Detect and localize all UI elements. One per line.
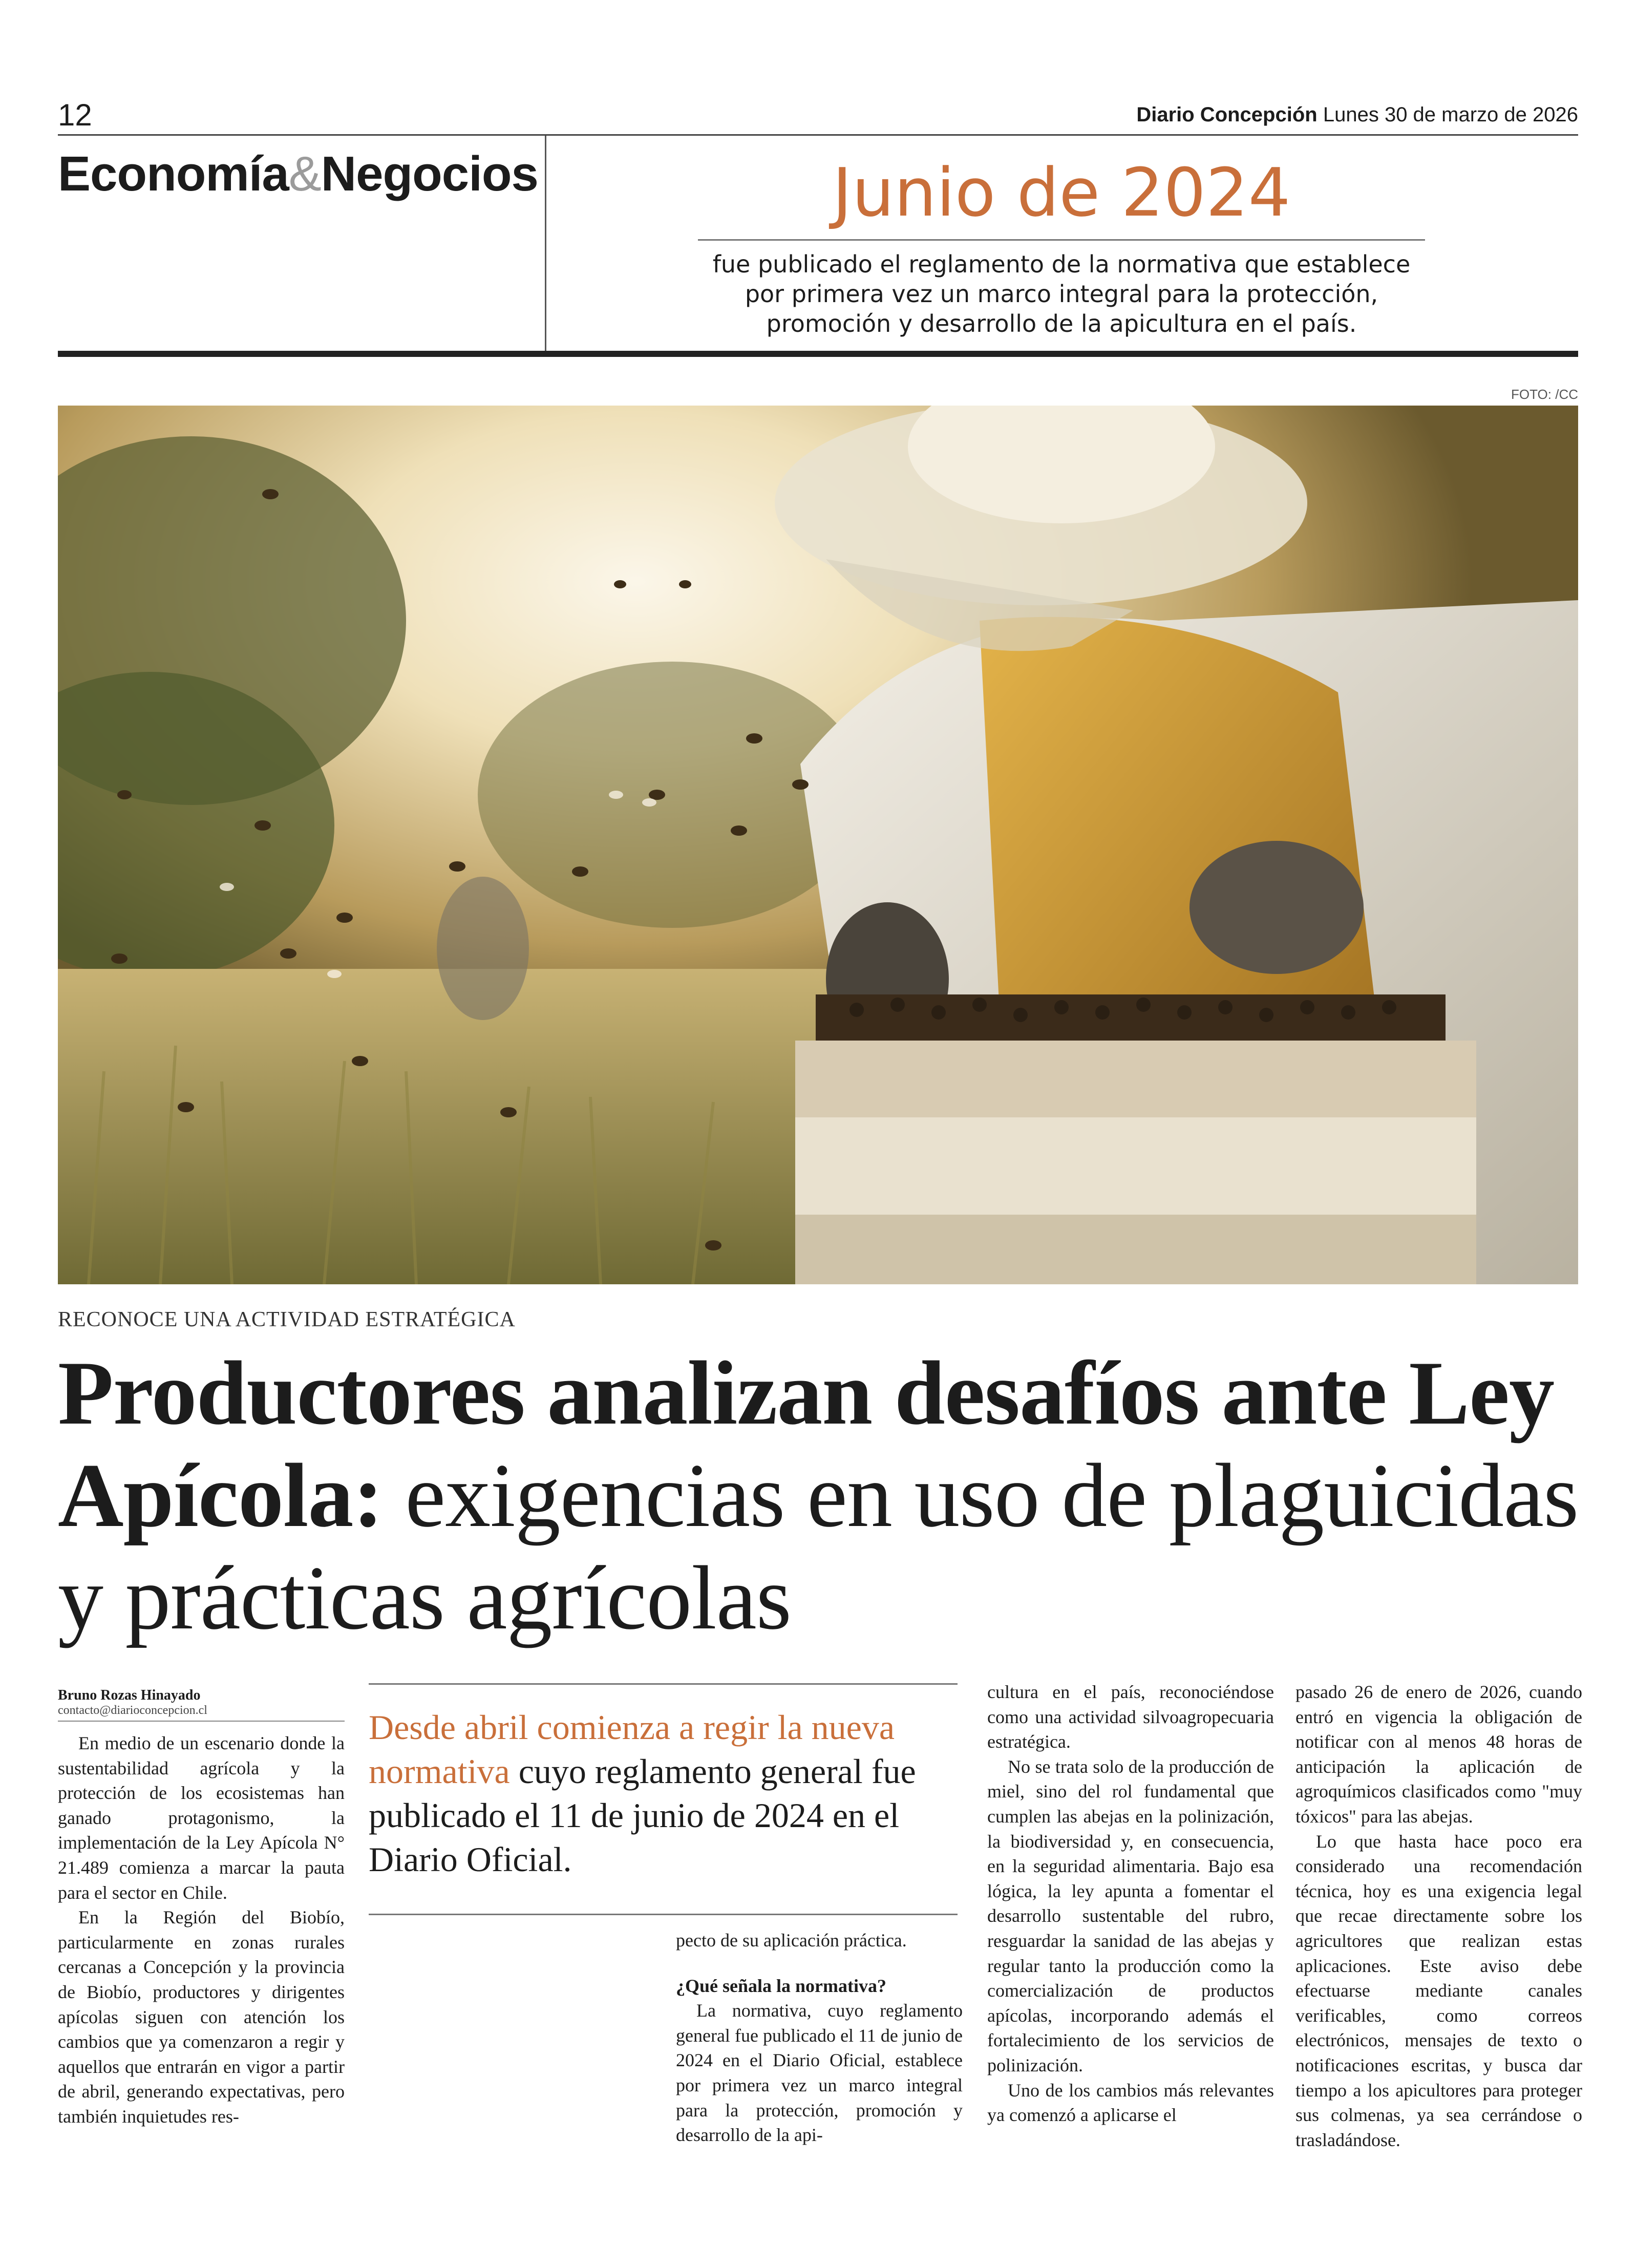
paragraph: No se trata solo de la producción de miel, sino del rol fundamental que cumplen las abejas en la polinización, la biodiversidad y, en consecuencia, en la seguridad alimentaria. Bajo esa lógica, la ley apunta a fomentar el desarrollo sustentable del rubro, resguardar la sanidad de las abejas y regular tanto la producción como la comercialización de productos apícolas, incorporando además el fortalecimiento de los servicios de polinización.: [987, 1756, 1274, 2075]
pull-quote: [369, 1705, 958, 1881]
page-number: 12: [58, 98, 92, 132]
paragraph: La normativa, cuyo reglamento general fue publicado el 11 de junio de 2024 en el Diario Oficial, establece por primera vez un marco integral para la protección, promoción y desarrollo de la api-: [676, 2000, 963, 2146]
highlight-rule: [698, 239, 1425, 241]
section-title: [58, 146, 538, 202]
byline-name: Bruno Rozas Hinayado: [58, 1687, 201, 1703]
header-divider: [545, 136, 546, 352]
highlight-text: fue publicado el reglamento de la normativa que establece por primera vez un marco integral para la protección, promoción y desarrollo de la apicultura en el país.: [712, 250, 1411, 337]
pull-quote-rule-bottom: [369, 1914, 958, 1915]
section-title-part1: Economía: [58, 146, 289, 201]
issue-date: Lunes 30 de marzo de 2026: [1323, 103, 1578, 126]
paragraph: Lo que hasta hace poco era considerado una recomendación técnica, hoy es una exigencia legal que recae directamente sobre los agricultores que realizan estas aplicaciones. Este aviso debe efectuarse mediante canales verificables, como correos electrónicos, mensajes de texto o notificaciones escritas, y busca dar tiempo a los apicultores para proteger sus colmenas, ya sea cerrándose o trasladándose.: [1295, 1831, 1582, 2150]
article-column-3: [676, 1928, 963, 2148]
publication-name: Diario Concepción: [1136, 103, 1318, 126]
paragraph: En medio de un escenario donde la sustentabilidad agrícola y la protección de los ecosistemas han ganado protagonismo, la implementación de la Ley Apícola N° 21.489 comienza a marcar la pauta para el sector en Chile.: [58, 1733, 345, 1903]
photo-credit: FOTO: /CC: [1511, 387, 1578, 402]
article-column-5: [1295, 1680, 1582, 2152]
highlight-figure: Junio de 2024: [832, 154, 1291, 231]
pull-quote-rest: cuyo reglamento general fue publicado el 11 de junio de 2024 en el Diario Oficial.: [369, 1752, 916, 1879]
paragraph: pasado 26 de enero de 2026, cuando entró en vigencia la obligación de notificar con al menos 48 horas de anticipación la aplicación de agroquímicos clasificados como "muy tóxicos" para las abejas.: [1295, 1682, 1582, 1827]
byline: [58, 1687, 345, 1722]
paragraph: cultura en el país, reconociéndose como una actividad silvoagropecuaria estratégica.: [987, 1682, 1274, 1752]
paragraph: Uno de los cambios más relevantes ya comenzó a aplicarse el: [987, 2080, 1274, 2126]
masthead: [1136, 103, 1578, 126]
headline-bold: Productores analizan desafíos ante Ley Apícola:: [58, 1342, 1555, 1546]
section-subhead: ¿Qué señala la normativa?: [676, 1975, 886, 1996]
section-title-part2: Negocios: [321, 146, 538, 201]
beekeeper-photo: [58, 406, 1578, 1284]
article-headline: [58, 1342, 1594, 1649]
pull-quote-rule-top: [369, 1683, 958, 1685]
headline-regular: exigencias en uso de plaguicidas y prácticas agrícolas: [58, 1445, 1579, 1648]
article-column-1: [58, 1731, 345, 2129]
pull-quote-accent: Desde abril comienza a regir la nueva normativa: [369, 1708, 895, 1791]
article-kicker: RECONOCE UNA ACTIVIDAD ESTRATÉGICA: [58, 1308, 516, 1331]
header-thick-rule: [58, 351, 1578, 357]
top-rule: [58, 134, 1578, 136]
paragraph: En la Región del Biobío, particularmente en zonas rurales cercanas a Concepción y la provincia de Biobío, productores y dirigentes apícolas siguen con atención los cambios que ya comenzaron a regir y aquellos que entrarán en vigor a partir de abril, generando expectativas, pero también inquietudes res-: [58, 1907, 345, 2127]
byline-email: contacto@diarioconcepcion.cl: [58, 1704, 345, 1722]
article-column-4: [987, 1680, 1274, 2128]
paragraph: pecto de su aplicación práctica.: [676, 1930, 907, 1951]
section-title-ampersand: &: [288, 146, 321, 201]
